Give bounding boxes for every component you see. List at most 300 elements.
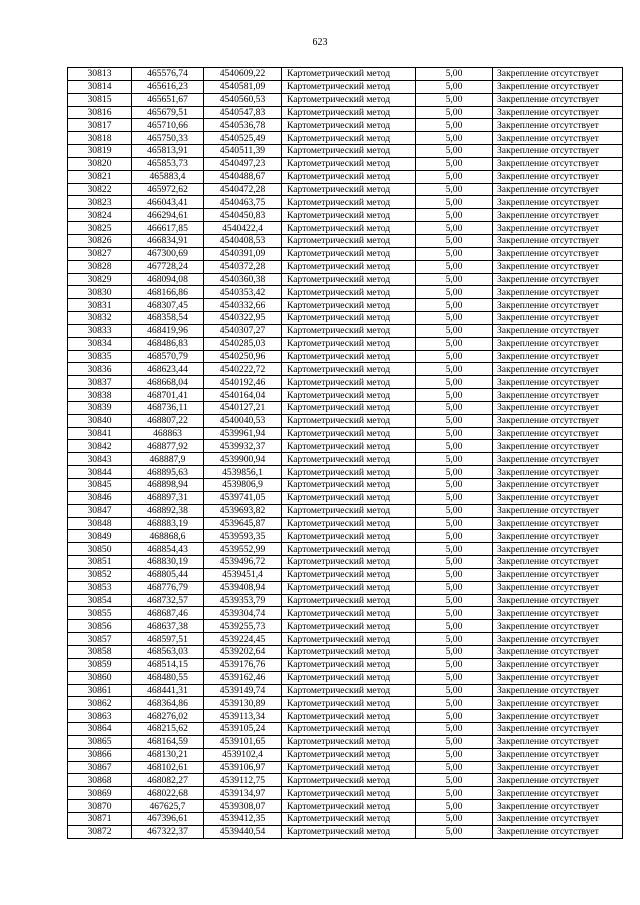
accuracy-cell: 5,00 xyxy=(416,93,493,106)
y-coordinate-cell: 4540472,28 xyxy=(204,183,282,196)
point-number-cell: 30844 xyxy=(68,466,132,479)
fixing-description-cell: Закрепление отсутствует xyxy=(493,812,623,825)
accuracy-cell: 5,00 xyxy=(416,491,493,504)
x-coordinate-cell: 468668,04 xyxy=(132,376,204,389)
table-row xyxy=(68,132,623,145)
table-row xyxy=(68,119,623,132)
fixing-description-cell: Закрепление отсутствует xyxy=(493,697,623,710)
method-cell: Картометрический метод xyxy=(282,607,416,620)
accuracy-cell: 5,00 xyxy=(416,710,493,723)
accuracy-cell: 5,00 xyxy=(416,825,493,838)
x-coordinate-cell: 468130,21 xyxy=(132,748,204,761)
table-row xyxy=(68,337,623,350)
table-row xyxy=(68,427,623,440)
x-coordinate-cell: 468868,6 xyxy=(132,530,204,543)
table-row xyxy=(68,389,623,402)
method-cell: Картометрический метод xyxy=(282,787,416,800)
fixing-description-cell: Закрепление отсутствует xyxy=(493,594,623,607)
accuracy-cell: 5,00 xyxy=(416,735,493,748)
y-coordinate-cell: 4540372,28 xyxy=(204,260,282,273)
table-row xyxy=(68,761,623,774)
x-coordinate-cell: 465813,91 xyxy=(132,145,204,158)
y-coordinate-cell: 4540525,49 xyxy=(204,132,282,145)
fixing-description-cell: Закрепление отсутствует xyxy=(493,800,623,813)
table-row xyxy=(68,787,623,800)
table-row xyxy=(68,658,623,671)
table-row xyxy=(68,273,623,286)
fixing-description-cell: Закрепление отсутствует xyxy=(493,273,623,286)
table-row xyxy=(68,491,623,504)
x-coordinate-cell: 468419,96 xyxy=(132,324,204,337)
table-row xyxy=(68,645,623,658)
point-number-cell: 30872 xyxy=(68,825,132,838)
x-coordinate-cell: 468307,45 xyxy=(132,299,204,312)
x-coordinate-cell: 468883,19 xyxy=(132,517,204,530)
x-coordinate-cell: 468358,54 xyxy=(132,312,204,325)
table-row xyxy=(68,401,623,414)
y-coordinate-cell: 4539496,72 xyxy=(204,556,282,569)
point-number-cell: 30819 xyxy=(68,145,132,158)
y-coordinate-cell: 4539149,74 xyxy=(204,684,282,697)
x-coordinate-cell: 468807,22 xyxy=(132,414,204,427)
table-row xyxy=(68,363,623,376)
table-row xyxy=(68,170,623,183)
fixing-description-cell: Закрепление отсутствует xyxy=(493,568,623,581)
fixing-description-cell: Закрепление отсутствует xyxy=(493,170,623,183)
table-row xyxy=(68,812,623,825)
point-number-cell: 30847 xyxy=(68,504,132,517)
method-cell: Картометрический метод xyxy=(282,479,416,492)
y-coordinate-cell: 4540307,27 xyxy=(204,324,282,337)
y-coordinate-cell: 4539106,97 xyxy=(204,761,282,774)
x-coordinate-cell: 468022,68 xyxy=(132,787,204,800)
x-coordinate-cell: 468736,11 xyxy=(132,401,204,414)
method-cell: Картометрический метод xyxy=(282,376,416,389)
accuracy-cell: 5,00 xyxy=(416,671,493,684)
y-coordinate-cell: 4540497,23 xyxy=(204,157,282,170)
accuracy-cell: 5,00 xyxy=(416,556,493,569)
point-number-cell: 30818 xyxy=(68,132,132,145)
point-number-cell: 30860 xyxy=(68,671,132,684)
y-coordinate-cell: 4539105,24 xyxy=(204,723,282,736)
table-row xyxy=(68,440,623,453)
point-number-cell: 30865 xyxy=(68,735,132,748)
x-coordinate-cell: 467396,61 xyxy=(132,812,204,825)
point-number-cell: 30849 xyxy=(68,530,132,543)
accuracy-cell: 5,00 xyxy=(416,453,493,466)
fixing-description-cell: Закрепление отсутствует xyxy=(493,119,623,132)
table-row xyxy=(68,68,623,81)
x-coordinate-cell: 468887,9 xyxy=(132,453,204,466)
point-number-cell: 30870 xyxy=(68,800,132,813)
point-number-cell: 30832 xyxy=(68,312,132,325)
y-coordinate-cell: 4539224,45 xyxy=(204,633,282,646)
accuracy-cell: 5,00 xyxy=(416,312,493,325)
table-row xyxy=(68,620,623,633)
method-cell: Картометрический метод xyxy=(282,800,416,813)
accuracy-cell: 5,00 xyxy=(416,414,493,427)
fixing-description-cell: Закрепление отсутствует xyxy=(493,157,623,170)
point-number-cell: 30834 xyxy=(68,337,132,350)
accuracy-cell: 5,00 xyxy=(416,787,493,800)
x-coordinate-cell: 468854,43 xyxy=(132,543,204,556)
method-cell: Картометрический метод xyxy=(282,247,416,260)
point-number-cell: 30843 xyxy=(68,453,132,466)
table-row xyxy=(68,196,623,209)
point-number-cell: 30820 xyxy=(68,157,132,170)
y-coordinate-cell: 4540408,53 xyxy=(204,234,282,247)
fixing-description-cell: Закрепление отсутствует xyxy=(493,774,623,787)
point-number-cell: 30846 xyxy=(68,491,132,504)
table-row xyxy=(68,684,623,697)
fixing-description-cell: Закрепление отсутствует xyxy=(493,414,623,427)
accuracy-cell: 5,00 xyxy=(416,697,493,710)
accuracy-cell: 5,00 xyxy=(416,106,493,119)
y-coordinate-cell: 4540250,96 xyxy=(204,350,282,363)
fixing-description-cell: Закрепление отсутствует xyxy=(493,209,623,222)
point-number-cell: 30836 xyxy=(68,363,132,376)
fixing-description-cell: Закрепление отсутствует xyxy=(493,645,623,658)
table-row xyxy=(68,453,623,466)
y-coordinate-cell: 4539308,07 xyxy=(204,800,282,813)
x-coordinate-cell: 468877,92 xyxy=(132,440,204,453)
x-coordinate-cell: 468514,15 xyxy=(132,658,204,671)
fixing-description-cell: Закрепление отсутствует xyxy=(493,183,623,196)
table-row xyxy=(68,93,623,106)
accuracy-cell: 5,00 xyxy=(416,183,493,196)
accuracy-cell: 5,00 xyxy=(416,234,493,247)
x-coordinate-cell: 468805,44 xyxy=(132,568,204,581)
fixing-description-cell: Закрепление отсутствует xyxy=(493,68,623,81)
fixing-description-cell: Закрепление отсутствует xyxy=(493,671,623,684)
fixing-description-cell: Закрепление отсутствует xyxy=(493,401,623,414)
table-row xyxy=(68,183,623,196)
y-coordinate-cell: 4540511,39 xyxy=(204,145,282,158)
x-coordinate-cell: 465651,67 xyxy=(132,93,204,106)
fixing-description-cell: Закрепление отсутствует xyxy=(493,453,623,466)
fixing-description-cell: Закрепление отсутствует xyxy=(493,466,623,479)
x-coordinate-cell: 465576,74 xyxy=(132,68,204,81)
accuracy-cell: 5,00 xyxy=(416,389,493,402)
y-coordinate-cell: 4539806,9 xyxy=(204,479,282,492)
x-coordinate-cell: 465710,66 xyxy=(132,119,204,132)
method-cell: Картометрический метод xyxy=(282,145,416,158)
y-coordinate-cell: 4539900,94 xyxy=(204,453,282,466)
point-number-cell: 30813 xyxy=(68,68,132,81)
accuracy-cell: 5,00 xyxy=(416,812,493,825)
y-coordinate-cell: 4539255,73 xyxy=(204,620,282,633)
table-row xyxy=(68,697,623,710)
point-number-cell: 30857 xyxy=(68,633,132,646)
x-coordinate-cell: 465616,23 xyxy=(132,80,204,93)
point-number-cell: 30863 xyxy=(68,710,132,723)
table-row xyxy=(68,80,623,93)
table-row xyxy=(68,825,623,838)
accuracy-cell: 5,00 xyxy=(416,517,493,530)
y-coordinate-cell: 4540488,67 xyxy=(204,170,282,183)
accuracy-cell: 5,00 xyxy=(416,581,493,594)
y-coordinate-cell: 4539113,34 xyxy=(204,710,282,723)
method-cell: Картометрический метод xyxy=(282,491,416,504)
accuracy-cell: 5,00 xyxy=(416,132,493,145)
point-number-cell: 30859 xyxy=(68,658,132,671)
table-row xyxy=(68,479,623,492)
table-row xyxy=(68,504,623,517)
table-row xyxy=(68,568,623,581)
fixing-description-cell: Закрепление отсутствует xyxy=(493,620,623,633)
y-coordinate-cell: 4540353,42 xyxy=(204,286,282,299)
table-row xyxy=(68,260,623,273)
y-coordinate-cell: 4539353,79 xyxy=(204,594,282,607)
fixing-description-cell: Закрепление отсутствует xyxy=(493,479,623,492)
method-cell: Картометрический метод xyxy=(282,466,416,479)
method-cell: Картометрический метод xyxy=(282,363,416,376)
x-coordinate-cell: 467728,24 xyxy=(132,260,204,273)
accuracy-cell: 5,00 xyxy=(416,119,493,132)
method-cell: Картометрический метод xyxy=(282,170,416,183)
method-cell: Картометрический метод xyxy=(282,735,416,748)
point-number-cell: 30825 xyxy=(68,222,132,235)
x-coordinate-cell: 468623,44 xyxy=(132,363,204,376)
fixing-description-cell: Закрепление отсутствует xyxy=(493,530,623,543)
method-cell: Картометрический метод xyxy=(282,414,416,427)
method-cell: Картометрический метод xyxy=(282,80,416,93)
method-cell: Картометрический метод xyxy=(282,543,416,556)
accuracy-cell: 5,00 xyxy=(416,748,493,761)
accuracy-cell: 5,00 xyxy=(416,209,493,222)
table-row xyxy=(68,748,623,761)
table-row xyxy=(68,209,623,222)
table-row xyxy=(68,286,623,299)
x-coordinate-cell: 467300,69 xyxy=(132,247,204,260)
table-row xyxy=(68,157,623,170)
accuracy-cell: 5,00 xyxy=(416,286,493,299)
fixing-description-cell: Закрепление отсутствует xyxy=(493,247,623,260)
y-coordinate-cell: 4539552,99 xyxy=(204,543,282,556)
x-coordinate-cell: 468094,08 xyxy=(132,273,204,286)
accuracy-cell: 5,00 xyxy=(416,723,493,736)
accuracy-cell: 5,00 xyxy=(416,363,493,376)
point-number-cell: 30864 xyxy=(68,723,132,736)
method-cell: Картометрический метод xyxy=(282,723,416,736)
point-number-cell: 30850 xyxy=(68,543,132,556)
y-coordinate-cell: 4540332,66 xyxy=(204,299,282,312)
table-row xyxy=(68,234,623,247)
y-coordinate-cell: 4539408,94 xyxy=(204,581,282,594)
table-row xyxy=(68,530,623,543)
table-row xyxy=(68,774,623,787)
x-coordinate-cell: 465883,4 xyxy=(132,170,204,183)
method-cell: Картометрический метод xyxy=(282,645,416,658)
fixing-description-cell: Закрепление отсутствует xyxy=(493,658,623,671)
accuracy-cell: 5,00 xyxy=(416,645,493,658)
method-cell: Картометрический метод xyxy=(282,183,416,196)
accuracy-cell: 5,00 xyxy=(416,543,493,556)
accuracy-cell: 5,00 xyxy=(416,594,493,607)
method-cell: Картометрический метод xyxy=(282,581,416,594)
y-coordinate-cell: 4539101,65 xyxy=(204,735,282,748)
fixing-description-cell: Закрепление отсутствует xyxy=(493,748,623,761)
table-row xyxy=(68,607,623,620)
accuracy-cell: 5,00 xyxy=(416,170,493,183)
y-coordinate-cell: 4540222,72 xyxy=(204,363,282,376)
fixing-description-cell: Закрепление отсутствует xyxy=(493,312,623,325)
x-coordinate-cell: 468687,46 xyxy=(132,607,204,620)
fixing-description-cell: Закрепление отсутствует xyxy=(493,556,623,569)
accuracy-cell: 5,00 xyxy=(416,324,493,337)
table-row xyxy=(68,247,623,260)
accuracy-cell: 5,00 xyxy=(416,530,493,543)
method-cell: Картометрический метод xyxy=(282,427,416,440)
method-cell: Картометрический метод xyxy=(282,312,416,325)
point-number-cell: 30815 xyxy=(68,93,132,106)
table-row xyxy=(68,106,623,119)
table-row xyxy=(68,145,623,158)
fixing-description-cell: Закрепление отсутствует xyxy=(493,735,623,748)
fixing-description-cell: Закрепление отсутствует xyxy=(493,389,623,402)
point-number-cell: 30822 xyxy=(68,183,132,196)
table-body xyxy=(68,68,623,839)
y-coordinate-cell: 4539134,97 xyxy=(204,787,282,800)
x-coordinate-cell: 468637,38 xyxy=(132,620,204,633)
fixing-description-cell: Закрепление отсутствует xyxy=(493,145,623,158)
method-cell: Картометрический метод xyxy=(282,761,416,774)
x-coordinate-cell: 468166,86 xyxy=(132,286,204,299)
y-coordinate-cell: 4539102,4 xyxy=(204,748,282,761)
accuracy-cell: 5,00 xyxy=(416,299,493,312)
method-cell: Картометрический метод xyxy=(282,299,416,312)
table-row xyxy=(68,414,623,427)
method-cell: Картометрический метод xyxy=(282,825,416,838)
method-cell: Картометрический метод xyxy=(282,812,416,825)
accuracy-cell: 5,00 xyxy=(416,273,493,286)
method-cell: Картометрический метод xyxy=(282,337,416,350)
point-number-cell: 30817 xyxy=(68,119,132,132)
y-coordinate-cell: 4539593,35 xyxy=(204,530,282,543)
method-cell: Картометрический метод xyxy=(282,440,416,453)
point-number-cell: 30823 xyxy=(68,196,132,209)
x-coordinate-cell: 468732,57 xyxy=(132,594,204,607)
x-coordinate-cell: 467625,7 xyxy=(132,800,204,813)
y-coordinate-cell: 4539440,54 xyxy=(204,825,282,838)
accuracy-cell: 5,00 xyxy=(416,222,493,235)
point-number-cell: 30838 xyxy=(68,389,132,402)
x-coordinate-cell: 468597,51 xyxy=(132,633,204,646)
y-coordinate-cell: 4540127,21 xyxy=(204,401,282,414)
method-cell: Картометрический метод xyxy=(282,517,416,530)
fixing-description-cell: Закрепление отсутствует xyxy=(493,286,623,299)
x-coordinate-cell: 468486,83 xyxy=(132,337,204,350)
fixing-description-cell: Закрепление отсутствует xyxy=(493,504,623,517)
method-cell: Картометрический метод xyxy=(282,748,416,761)
accuracy-cell: 5,00 xyxy=(416,761,493,774)
accuracy-cell: 5,00 xyxy=(416,800,493,813)
point-number-cell: 30830 xyxy=(68,286,132,299)
y-coordinate-cell: 4540360,38 xyxy=(204,273,282,286)
method-cell: Картометрический метод xyxy=(282,697,416,710)
y-coordinate-cell: 4539162,46 xyxy=(204,671,282,684)
x-coordinate-cell: 465750,33 xyxy=(132,132,204,145)
page-number: 623 xyxy=(312,37,328,48)
accuracy-cell: 5,00 xyxy=(416,247,493,260)
y-coordinate-cell: 4539112,75 xyxy=(204,774,282,787)
accuracy-cell: 5,00 xyxy=(416,376,493,389)
accuracy-cell: 5,00 xyxy=(416,440,493,453)
y-coordinate-cell: 4540536,78 xyxy=(204,119,282,132)
method-cell: Картометрический метод xyxy=(282,633,416,646)
point-number-cell: 30856 xyxy=(68,620,132,633)
method-cell: Картометрический метод xyxy=(282,132,416,145)
method-cell: Картометрический метод xyxy=(282,350,416,363)
accuracy-cell: 5,00 xyxy=(416,337,493,350)
point-number-cell: 30866 xyxy=(68,748,132,761)
fixing-description-cell: Закрепление отсутствует xyxy=(493,825,623,838)
point-number-cell: 30837 xyxy=(68,376,132,389)
y-coordinate-cell: 4539741,05 xyxy=(204,491,282,504)
method-cell: Картометрический метод xyxy=(282,209,416,222)
fixing-description-cell: Закрепление отсутствует xyxy=(493,517,623,530)
point-number-cell: 30855 xyxy=(68,607,132,620)
y-coordinate-cell: 4540581,09 xyxy=(204,80,282,93)
method-cell: Картометрический метод xyxy=(282,157,416,170)
x-coordinate-cell: 467322,37 xyxy=(132,825,204,838)
table-row xyxy=(68,710,623,723)
y-coordinate-cell: 4539304,74 xyxy=(204,607,282,620)
method-cell: Картометрический метод xyxy=(282,68,416,81)
point-number-cell: 30848 xyxy=(68,517,132,530)
y-coordinate-cell: 4539130,89 xyxy=(204,697,282,710)
table-row xyxy=(68,800,623,813)
y-coordinate-cell: 4540422,4 xyxy=(204,222,282,235)
x-coordinate-cell: 465853,73 xyxy=(132,157,204,170)
fixing-description-cell: Закрепление отсутствует xyxy=(493,607,623,620)
method-cell: Картометрический метод xyxy=(282,620,416,633)
point-number-cell: 30839 xyxy=(68,401,132,414)
fixing-description-cell: Закрепление отсутствует xyxy=(493,723,623,736)
table-row xyxy=(68,222,623,235)
fixing-description-cell: Закрепление отсутствует xyxy=(493,376,623,389)
table-row xyxy=(68,556,623,569)
fixing-description-cell: Закрепление отсутствует xyxy=(493,80,623,93)
fixing-description-cell: Закрепление отсутствует xyxy=(493,234,623,247)
y-coordinate-cell: 4540450,83 xyxy=(204,209,282,222)
y-coordinate-cell: 4540040,53 xyxy=(204,414,282,427)
method-cell: Картометрический метод xyxy=(282,106,416,119)
y-coordinate-cell: 4539693,82 xyxy=(204,504,282,517)
fixing-description-cell: Закрепление отсутствует xyxy=(493,260,623,273)
fixing-description-cell: Закрепление отсутствует xyxy=(493,299,623,312)
x-coordinate-cell: 466294,61 xyxy=(132,209,204,222)
y-coordinate-cell: 4539176,76 xyxy=(204,658,282,671)
point-number-cell: 30824 xyxy=(68,209,132,222)
x-coordinate-cell: 468898,94 xyxy=(132,479,204,492)
method-cell: Картометрический метод xyxy=(282,260,416,273)
table-row xyxy=(68,543,623,556)
y-coordinate-cell: 4540285,03 xyxy=(204,337,282,350)
table-row xyxy=(68,633,623,646)
accuracy-cell: 5,00 xyxy=(416,350,493,363)
accuracy-cell: 5,00 xyxy=(416,658,493,671)
accuracy-cell: 5,00 xyxy=(416,401,493,414)
point-number-cell: 30827 xyxy=(68,247,132,260)
accuracy-cell: 5,00 xyxy=(416,504,493,517)
fixing-description-cell: Закрепление отсутствует xyxy=(493,337,623,350)
fixing-description-cell: Закрепление отсутствует xyxy=(493,350,623,363)
point-number-cell: 30861 xyxy=(68,684,132,697)
fixing-description-cell: Закрепление отсутствует xyxy=(493,684,623,697)
x-coordinate-cell: 468895,63 xyxy=(132,466,204,479)
accuracy-cell: 5,00 xyxy=(416,479,493,492)
